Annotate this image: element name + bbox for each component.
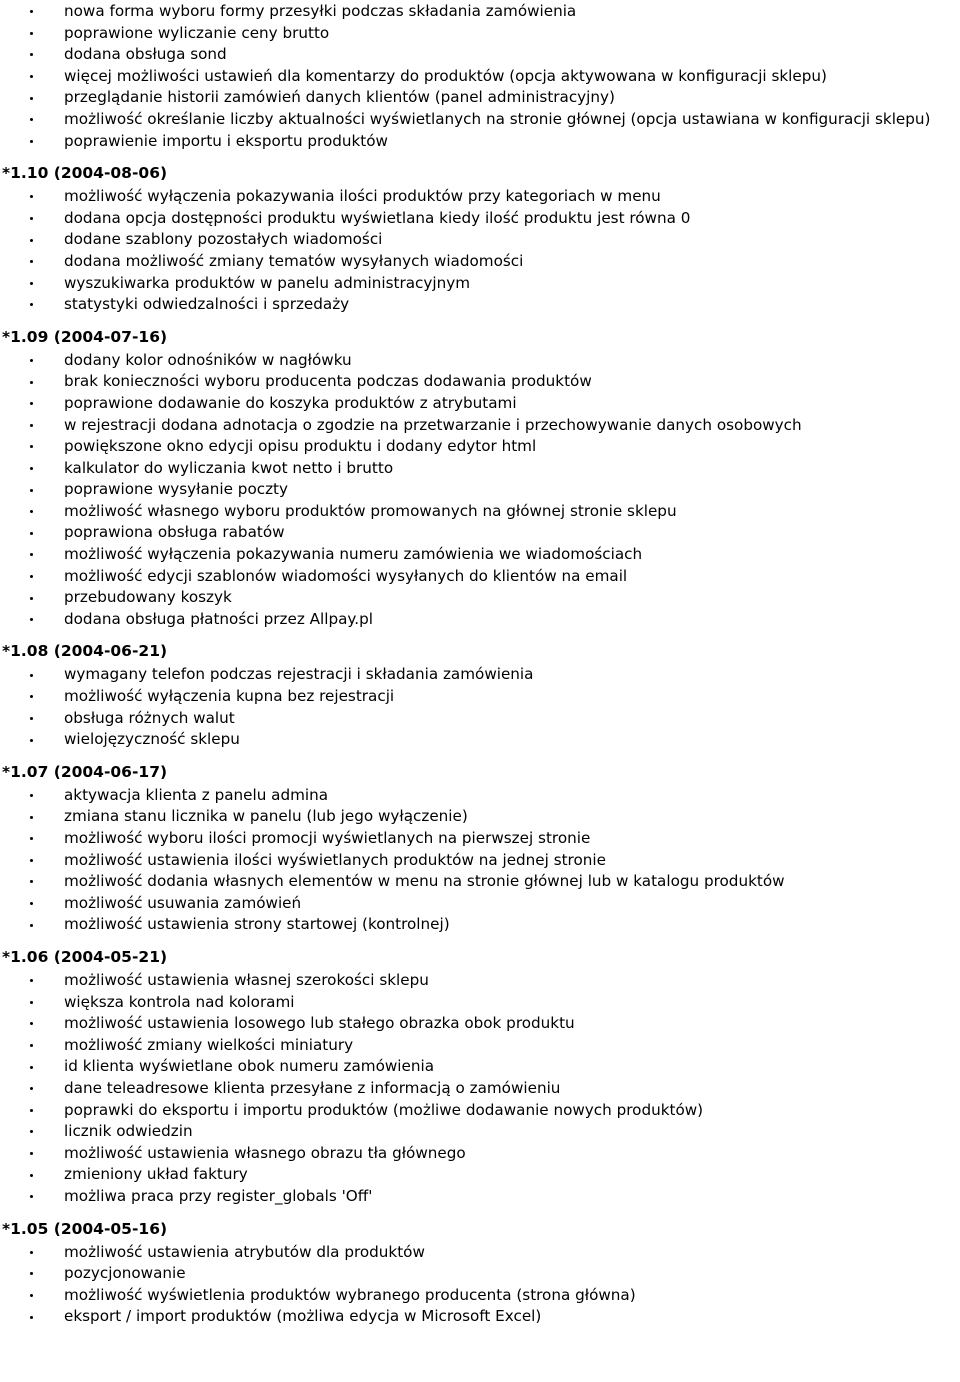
section-spacer <box>0 751 960 760</box>
change-list-item <box>0 415 960 437</box>
change-text: pozycjonowanie <box>64 1264 186 1283</box>
change-list <box>0 186 960 316</box>
bullet-icon <box>30 816 33 819</box>
change-text: możliwość wyboru ilości promocji wyświetlanych na pierwszej stronie <box>64 829 591 847</box>
version-heading: *1.08 (2004-06-21) <box>2 642 168 661</box>
change-list-item <box>0 1 960 23</box>
change-text: dodana obsługa sond <box>64 45 227 64</box>
change-list-item <box>0 893 960 915</box>
change-text: brak konieczności wyboru producenta podczas dodawania produktów <box>64 372 592 391</box>
version-heading: *1.07 (2004-06-17) <box>2 762 168 781</box>
bullet-icon <box>30 618 33 621</box>
change-text: eksport / import produktów (możliwa edycja w Microsoft Excel) <box>64 1307 542 1326</box>
change-list-item <box>0 729 960 751</box>
bullet-icon <box>30 1195 33 1198</box>
bullet-icon <box>30 510 33 513</box>
change-list-item <box>0 785 960 807</box>
change-text: licznik odwiedzin <box>64 1122 193 1141</box>
change-list-item <box>0 371 960 393</box>
section-spacer <box>0 936 960 945</box>
change-text: możliwość ustawienia ilości wyświetlanych produktów na jednej stronie <box>64 850 606 869</box>
change-list-item <box>0 186 960 208</box>
change-list-item <box>0 522 960 544</box>
change-text: możliwa praca przy register_globals 'Off' <box>64 1186 373 1205</box>
change-text: możliwość usuwania zamówień <box>64 893 302 912</box>
changelog-section <box>0 1217 960 1328</box>
change-text: poprawione wysyłanie poczty <box>64 480 289 499</box>
change-list-item <box>0 992 960 1014</box>
change-text: większa kontrola nad kolorami <box>64 992 295 1011</box>
change-text: dodany kolor odnośników w nagłówku <box>64 350 352 369</box>
change-list-item <box>0 87 960 109</box>
bullet-icon <box>30 902 33 905</box>
change-text: statystyki odwiedzalności i sprzedaży <box>64 295 350 314</box>
change-list-item <box>0 1078 960 1100</box>
change-text: więcej możliwości ustawień dla komentarzy do produktów (opcja aktywowana w konfiguracji sklepu) <box>64 66 827 85</box>
bullet-icon <box>30 260 33 263</box>
change-list-item <box>0 501 960 523</box>
version-heading: *1.09 (2004-07-16) <box>2 327 168 346</box>
change-list <box>0 785 960 936</box>
change-list-item <box>0 251 960 273</box>
change-list-item <box>0 294 960 316</box>
bullet-icon <box>30 859 33 862</box>
bullet-icon <box>30 532 33 535</box>
section-spacer <box>0 630 960 639</box>
change-list-item <box>0 1121 960 1143</box>
change-text: dane teleadresowe klienta przesyłane z informacją o zamówieniu <box>64 1078 561 1097</box>
changelog-section <box>0 639 960 750</box>
bullet-icon <box>30 1022 33 1025</box>
bullet-icon <box>30 53 33 56</box>
change-text: obsługa różnych walut <box>64 708 235 727</box>
bullet-icon <box>30 75 33 78</box>
bullet-icon <box>30 424 33 427</box>
bullet-icon <box>30 402 33 405</box>
change-text: dodana obsługa płatności przez Allpay.pl <box>64 609 373 628</box>
bullet-icon <box>30 794 33 797</box>
change-text: aktywacja klienta z panelu admina <box>64 785 329 804</box>
change-list <box>0 350 960 631</box>
bullet-icon <box>30 1294 33 1297</box>
change-list-item <box>0 1056 960 1078</box>
change-list-item <box>0 871 960 893</box>
change-list-item <box>0 131 960 153</box>
change-text: nowa forma wyboru formy przesyłki podczas składania zamówienia <box>64 2 577 20</box>
bullet-icon <box>30 118 33 121</box>
bullet-icon <box>30 1130 33 1133</box>
bullet-icon <box>30 282 33 285</box>
change-list-item <box>0 393 960 415</box>
change-text: możliwość wyłączenia pokazywania ilości produktów przy kategoriach w menu <box>64 187 661 206</box>
change-list-item <box>0 609 960 631</box>
bullet-icon <box>30 1251 33 1254</box>
bullet-icon <box>30 97 33 100</box>
change-list <box>0 970 960 1208</box>
bullet-icon <box>30 32 33 35</box>
bullet-icon <box>30 575 33 578</box>
bullet-icon <box>30 880 33 883</box>
changelog-section <box>0 161 960 316</box>
change-list-item <box>0 914 960 936</box>
change-list-item <box>0 806 960 828</box>
change-text: wymagany telefon podczas rejestracji i składania zamówienia <box>64 665 534 684</box>
change-list-item <box>0 850 960 872</box>
bullet-icon <box>30 553 33 556</box>
changelog-section <box>0 945 960 1208</box>
change-list-item <box>0 436 960 458</box>
changelog-section <box>0 325 960 631</box>
bullet-icon <box>30 303 33 306</box>
change-list-item <box>0 109 960 131</box>
bullet-icon <box>30 739 33 742</box>
change-list <box>0 664 960 750</box>
change-list <box>0 1 960 152</box>
change-text: dodane szablony pozostałych wiadomości <box>64 230 383 249</box>
change-list-item <box>0 1143 960 1165</box>
changelog-section <box>0 760 960 936</box>
change-list-item <box>0 458 960 480</box>
change-text: przeglądanie historii zamówień danych klientów (panel administracyjny) <box>64 88 615 107</box>
change-list-item <box>0 708 960 730</box>
change-text: zmieniony układ faktury <box>64 1165 248 1184</box>
change-list-item <box>0 1035 960 1057</box>
change-text: możliwość edycji szablonów wiadomości wysyłanych do klientów na email <box>64 566 628 585</box>
bullet-icon <box>30 674 33 677</box>
change-text: możliwość ustawienia strony startowej (kontrolnej) <box>64 915 450 934</box>
bullet-icon <box>30 1316 33 1319</box>
change-list-item <box>0 1285 960 1307</box>
version-heading: *1.06 (2004-05-21) <box>2 947 168 966</box>
bullet-icon <box>30 445 33 448</box>
change-list-item <box>0 1306 960 1328</box>
bullet-icon <box>30 1174 33 1177</box>
bullet-icon <box>30 1109 33 1112</box>
bullet-icon <box>30 1044 33 1047</box>
change-list-item <box>0 587 960 609</box>
bullet-icon <box>30 695 33 698</box>
change-list-item <box>0 1263 960 1285</box>
bullet-icon <box>30 1152 33 1155</box>
change-list-item <box>0 229 960 251</box>
bullet-icon <box>30 1066 33 1069</box>
change-text: możliwość ustawienia atrybutów dla produktów <box>64 1242 425 1261</box>
bullet-icon <box>30 979 33 982</box>
bullet-icon <box>30 359 33 362</box>
change-text: możliwość wyświetlenia produktów wybranego producenta (strona główna) <box>64 1285 636 1304</box>
bullet-icon <box>30 924 33 927</box>
change-text: możliwość ustawienia własnej szerokości sklepu <box>64 970 429 989</box>
bullet-icon <box>30 837 33 840</box>
change-list-item <box>0 1013 960 1035</box>
change-list-item <box>0 479 960 501</box>
change-text: możliwość wyłączenia pokazywania numeru zamówienia we wiadomościach <box>64 545 643 564</box>
change-text: możliwość ustawienia własnego obrazu tła głównego <box>64 1143 466 1162</box>
change-text: możliwość własnego wyboru produktów promowanych na głównej stronie sklepu <box>64 501 677 520</box>
change-list-item <box>0 273 960 295</box>
change-text: wyszukiwarka produktów w panelu administracyjnym <box>64 273 470 292</box>
bullet-icon <box>30 1001 33 1004</box>
bullet-icon <box>30 381 33 384</box>
change-text: możliwość ustawienia losowego lub stałego obrazka obok produktu <box>64 1014 575 1033</box>
section-spacer <box>0 316 960 325</box>
section-spacer <box>0 152 960 161</box>
change-text: id klienta wyświetlane obok numeru zamówienia <box>64 1057 435 1076</box>
change-text: zmiana stanu licznika w panelu (lub jego wyłączenie) <box>64 807 468 826</box>
change-text: wielojęzyczność sklepu <box>64 730 240 749</box>
version-heading: *1.05 (2004-05-16) <box>2 1219 168 1238</box>
bullet-icon <box>30 717 33 720</box>
change-list-item <box>0 23 960 45</box>
change-list-item <box>0 350 960 372</box>
change-list-item <box>0 66 960 88</box>
change-list-item <box>0 828 960 850</box>
change-text: poprawki do eksportu i importu produktów (możliwe dodawanie nowych produktów) <box>64 1100 704 1119</box>
change-list-item <box>0 544 960 566</box>
change-list <box>0 1242 960 1328</box>
change-text: poprawione wyliczanie ceny brutto <box>64 23 330 42</box>
bullet-icon <box>30 489 33 492</box>
change-text: dodana opcja dostępności produktu wyświetlana kiedy ilość produktu jest równa 0 <box>64 208 691 227</box>
change-list-item <box>0 566 960 588</box>
change-list-item <box>0 664 960 686</box>
change-text: możliwość zmiany wielkości miniatury <box>64 1035 354 1054</box>
change-text: przebudowany koszyk <box>64 588 232 607</box>
change-list-item <box>0 1242 960 1264</box>
changelog-section <box>0 0 960 152</box>
change-list-item <box>0 208 960 230</box>
bullet-icon <box>30 1087 33 1090</box>
bullet-icon <box>30 239 33 242</box>
bullet-icon <box>30 217 33 220</box>
bullet-icon <box>30 140 33 143</box>
bullet-icon <box>30 597 33 600</box>
change-text: dodana możliwość zmiany tematów wysyłanych wiadomości <box>64 251 524 270</box>
section-spacer <box>0 1208 960 1217</box>
change-text: poprawiona obsługa rabatów <box>64 523 285 542</box>
change-list-item <box>0 44 960 66</box>
bullet-icon <box>30 467 33 470</box>
change-text: kalkulator do wyliczania kwot netto i brutto <box>64 458 394 477</box>
bullet-icon <box>30 10 33 13</box>
bullet-icon <box>30 195 33 198</box>
change-list-item <box>0 970 960 992</box>
change-text: w rejestracji dodana adnotacja o zgodzie na przetwarzanie i przechowywanie danych osobowych <box>64 415 802 434</box>
change-list-item <box>0 1100 960 1122</box>
change-list-item <box>0 1186 960 1208</box>
change-text: możliwość wyłączenia kupna bez rejestracji <box>64 687 395 706</box>
change-text: możliwość dodania własnych elementów w menu na stronie głównej lub w katalogu produktów <box>64 872 785 891</box>
change-text: możliwość określanie liczby aktualności wyświetlanych na stronie głównej (opcja ustawiana w konfiguracji sklepu) <box>64 109 931 128</box>
change-text: poprawienie importu i eksportu produktów <box>64 131 388 150</box>
change-list-item <box>0 1164 960 1186</box>
bullet-icon <box>30 1272 33 1275</box>
change-list-item <box>0 686 960 708</box>
version-heading: *1.10 (2004-08-06) <box>2 164 168 183</box>
change-text: poprawione dodawanie do koszyka produktów z atrybutami <box>64 393 517 412</box>
change-text: powiększone okno edycji opisu produktu i dodany edytor html <box>64 437 537 456</box>
